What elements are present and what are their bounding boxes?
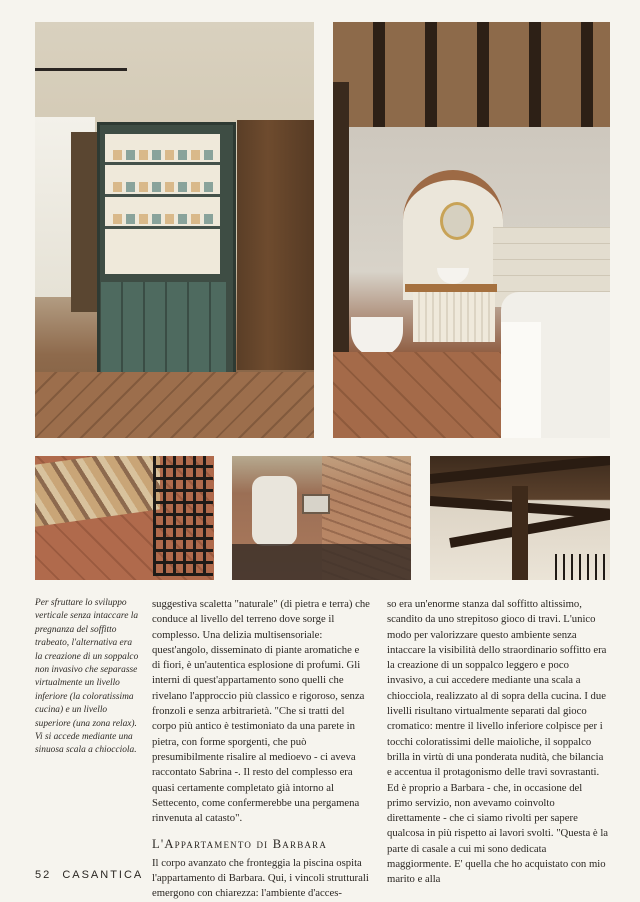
mirror	[440, 202, 474, 240]
coffee-table	[302, 494, 330, 514]
cups-row	[113, 214, 213, 224]
photo-loft-beams	[430, 456, 610, 580]
wrought-iron-chair	[153, 456, 213, 576]
magazine-name: CASANTICA	[62, 869, 144, 881]
paragraph: so era un'enorme stanza dal soffitto altissimo, scandito da uno strepitoso gioco di travi. L'unico modo per valorizzare questo ambiente senza intaccare la visibilità dello straordinario soffitto era la creazione di un soppalco leggero e poco invasivo, a cui accedere mediante una scala a chiocciola, realizzato al di sopra della cucina. I due livelli risultano virtualmente separati dal gioco cromatico: mentre il livello inferiore colpisce per i tocchi coloratissimi delle maioliche, il soppalco brilla in virtù di una ponderata nudità, che bilancia e accentua il protagonismo delle travi sovrastanti.	[387, 598, 607, 779]
cups-row	[113, 182, 213, 192]
photo-bathroom	[333, 22, 610, 438]
photo-living-area	[232, 456, 411, 580]
brick-floor	[35, 372, 314, 438]
shelf	[105, 226, 220, 229]
cups-row	[113, 150, 213, 160]
bidet	[351, 317, 403, 357]
shelf	[105, 162, 220, 165]
paragraph: suggestiva scaletta "naturale" (di pietra e terra) che conduce al livello del terreno dove sorge il complesso. Una delizia multisensoriale: quest'angolo, disseminato di piante aromatiche e di fiori, è un'autentica esplosione di profumi. Gli interni di quest'appartamento sono quelli che rivelano l'approccio più classico e rigoroso, senza fronzoli e senza arbitrarietà. "Che si tratti del corpo più antico è testimoniato da una parete in pietra, con forme sporgenti, che può presumibilmente risalire al medioevo - ci aveva raccontato Sabrina -. Il resto del complesso era quasi certamente completato già intorno al Settecento, come confermerebbe una pergamena rinvenuta al catasto".	[152, 598, 370, 825]
paragraph: Il corpo avanzato che fronteggia la piscina ospita l'appartamento di Barbara. Qui, i vincoli strutturali emergono con chiarezza: l'ambiente d'acces-	[152, 856, 369, 900]
page-number: 52	[35, 869, 52, 881]
roof-beam	[430, 456, 610, 484]
vanity-curtain	[413, 292, 495, 342]
stair-railing	[232, 544, 411, 580]
towel	[501, 322, 541, 438]
shutter	[71, 132, 99, 312]
terracotta-floor	[333, 352, 501, 438]
shelf	[105, 194, 220, 197]
article-column-3	[387, 597, 610, 888]
page-footer	[35, 869, 143, 881]
section-heading: L'Appartamento di Barbara	[152, 837, 328, 852]
article-column-2	[152, 597, 370, 902]
ceiling-beams	[333, 22, 610, 127]
wooden-door	[237, 120, 314, 370]
armchair	[252, 476, 297, 546]
loft-railing	[555, 554, 610, 580]
wooden-post	[512, 486, 528, 580]
paragraph: Ed è proprio a Barbara - che, in occasione del primo servizio, non avevamo coinvolto direttamente - che ci siamo rivolti per sapere qualcosa in più rispetto ai lavori svolti. "Questa è la parte di casale a cui mi sono dedicata maggiormente. E' quella che ho acquistato con mio marito e alla	[387, 781, 609, 886]
roof-beam	[449, 509, 610, 548]
photo-rug-chair	[35, 456, 214, 580]
rug	[35, 456, 160, 527]
photo-caption: Per sfruttare lo sviluppo verticale senza intaccare la pregnanza del soffitto trabeato, l'alternativa era la creazione di un soppalco non invasivo che separasse virtualmente un livello inferiore (la coloratissima cucina) e un livello superiore (una zona relax). Vi si accede mediante una sinuosa scala a chiocciola.	[35, 598, 139, 756]
photo-kitchen-dresser	[35, 22, 314, 438]
curtain-rod	[35, 68, 127, 71]
vanity-counter	[405, 284, 497, 292]
